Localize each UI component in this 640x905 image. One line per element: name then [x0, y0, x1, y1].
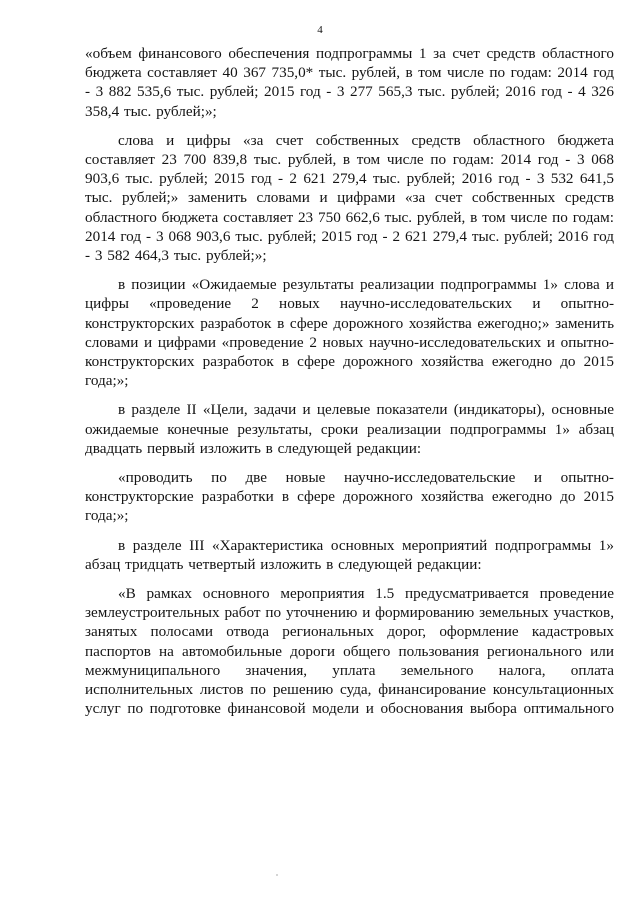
paragraph-own-funds-replacement: слова и цифры «за счет собственных средств областного бюджета составляет 23 700 839,8 тыс. рублей, в том числе по годам: 2014 год - 3 068 903,6 тыс. рублей; 2015 год - 2 621 279,4 тыс. рублей; 2016 год - 3 532 641,5 тыс. рублей;» заменить словами и цифрами «за счет собственных средств областного бюджета составляет 23 750 662,6 тыс. рублей, в том числе по годам: 2014 год - 3 068 903,6 тыс. рублей; 2015 год - 2 621 279,4 тыс. рублей; 2016 год - 3 582 464,3 тыс. рублей;»;	[85, 131, 614, 265]
paragraph-section-ii: в разделе II «Цели, задачи и целевые показатели (индикаторы), основные ожидаемые конечные результаты, сроки реализации подпрограммы 1» абзац двадцать первый изложить в следующей редакции:	[85, 401, 614, 457]
paragraph-section-iii: в разделе III «Характеристика основных мероприятий подпрограммы 1» абзац тридцать четвертый изложить в следующей редакции:	[85, 536, 614, 573]
document-body	[85, 44, 614, 719]
page-number: 4	[317, 24, 323, 36]
paragraph-research-development: «проводить по две новые научно-исследовательские и опытно-конструкторские разработки в сфере дорожного хозяйства ежегодно до 2015 года;»;	[85, 469, 614, 525]
paragraph-measure-1-5: «В рамках основного мероприятия 1.5 предусматривается проведение землеустроительных работ по уточнению и формированию земельных участков, занятых полосами отвода региональных дорог, оформление кадастровых паспортов на автомобильные дороги общего пользования регионального или межмуниципального значения, уплата земельного налога, оплата исполнительных листов по решению суда, финансирование консультационных услуг по подготовке финансовой модели и обоснования выбора оптимального	[85, 585, 614, 718]
scan-artifact	[276, 874, 278, 876]
paragraph-expected-results: в позиции «Ожидаемые результаты реализации подпрограммы 1» слова и цифры «проведение 2 новых научно-исследовательских и опытно-конструкторских разработок в сфере дорожного хозяйства ежегодно;» заменить словами и цифрами «проведение 2 новых научно-исследовательских и опытно-конструкторских разработок в сфере дорожного хозяйства ежегодно до 2015 года;»;	[85, 276, 614, 390]
paragraph-funding-volume: «объем финансового обеспечения подпрограммы 1 за счет средств областного бюджета составляет 40 367 735,0* тыс. рублей, в том числе по годам: 2014 год - 3 882 535,6 тыс. рублей; 2015 год - 3 277 565,3 тыс. рублей; 2016 год - 4 326 358,4 тыс. рублей;»;	[85, 45, 614, 120]
